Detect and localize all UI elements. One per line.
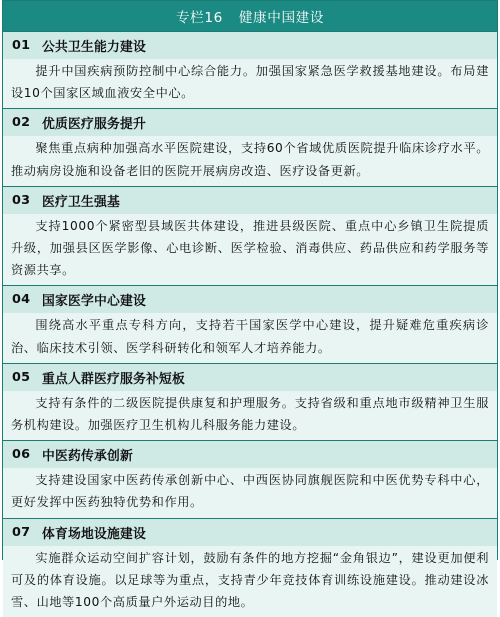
section-body: 实施群众运动空间扩容计划，鼓励有条件的地方挖掘“金角银边”，建设更加便利可及的体育设施。以足球等为重点，支持青少年竞技体育训练设施建设。推动建设冰雪、山地等100个高质量户外运动目的地。 [3, 546, 497, 617]
section-number: 03 [12, 192, 31, 208]
section-header [3, 187, 497, 214]
column-title: 健康中国建设 [238, 10, 325, 26]
section-title: 国家医学中心建设 [42, 294, 146, 310]
section-number: 05 [12, 369, 31, 385]
section-title: 体育场地设施建设 [42, 526, 146, 542]
section-01 [3, 31, 497, 108]
section-number: 02 [12, 115, 31, 131]
section-number: 07 [12, 524, 31, 540]
section-header [3, 32, 497, 59]
section-header [3, 109, 497, 136]
section-header [3, 441, 497, 468]
section-header [3, 519, 497, 546]
section-number: 04 [12, 292, 31, 308]
section-header [3, 286, 497, 313]
section-body: 提升中国疾病预防控制中心综合能力。加强国家紧急医学救援基地建设。布局建设10个国家区域血液安全中心。 [3, 59, 497, 108]
section-07 [3, 518, 497, 617]
section-body: 支持建设国家中医药传承创新中心、中西医协同旗舰医院和中医优势专科中心，更好发挥中医药独特优势和作用。 [3, 468, 497, 517]
column-title-bar [3, 1, 497, 31]
section-number: 01 [12, 38, 31, 53]
section-title: 公共卫生能力建设 [42, 40, 146, 55]
section-body: 支持1000个紧密型县域医共体建设，推进县级医院、重点中心乡镇卫生院提质升级，加强县区医学影像、心电诊断、医学检验、消毒供应、药品供应和药学服务等资源共享。 [3, 214, 497, 286]
section-header [3, 364, 497, 391]
section-title: 重点人群医疗服务补短板 [42, 371, 185, 387]
section-06 [3, 440, 497, 517]
column-box [2, 0, 498, 610]
section-03 [3, 186, 497, 286]
section-title: 优质医疗服务提升 [42, 117, 146, 133]
section-body: 聚焦重点病种加强高水平医院建设，支持60个省域优质医院提升临床诊疗水平。推动病房设施和设备老旧的医院开展病房改造、医疗设备更新。 [3, 136, 497, 185]
section-body: 支持有条件的二级医院提供康复和护理服务。支持省级和重点地市级精神卫生服务机构建设。加强医疗卫生机构儿科服务能力建设。 [3, 391, 497, 440]
section-body: 围绕高水平重点专科方向，支持若干国家医学中心建设，提升疑难危重疾病诊治、临床技术引领、医学科研转化和领军人才培养能力。 [3, 313, 497, 362]
section-02 [3, 108, 497, 185]
section-05 [3, 363, 497, 440]
section-title: 中医药传承创新 [42, 449, 133, 465]
section-title: 医疗卫生强基 [42, 194, 120, 210]
section-04 [3, 285, 497, 362]
column-number: 专栏16 [175, 10, 223, 26]
section-number: 06 [12, 447, 31, 463]
